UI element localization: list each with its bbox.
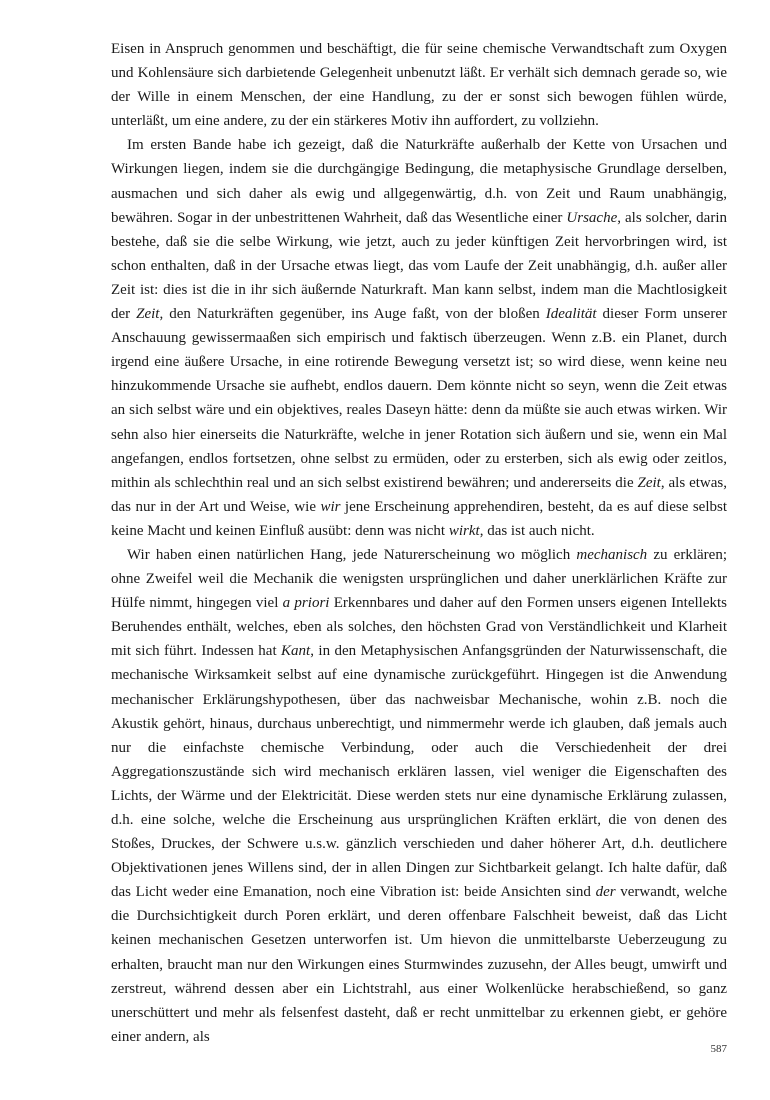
text-run: dieser Form unserer Anschauung gewissermaaßen sich empirisch und faktisch überzeugen. Wenn z.B. ein Planet, durch irgend eine äußere Ursache, in eine rotirende Bewegung versetzt ist; so wird diese, wenn keine neu hinzukommende Ursache sie aufhebt, endlos dauern. Dem könnte nicht so seyn, wenn die Zeit etwas an sich selbst wäre und ein objektives, reales Daseyn hätte: denn da müßte sie auch etwas wirken. Wir sehn also hier einerseits die Naturkräfte, welche in jener Rotation sich äußern und sie, wenn ein Mal angefangen, endlos fortsetzen, ohne selbst zu ermüden, oder zu ersterben, sich als ewig oder zeitlos, mithin als schlechthin real und an sich selbst existirend bewähren; und andererseits die [111,306,727,491]
emphasis-text: wir [320,498,341,515]
page-number: 587 [710,1043,727,1055]
text-run: zu erklären; ohne Zweifel weil die Mechanik die wenigsten ursprünglichen und daher unerklärlichen Kräfte zur Hülfe nimmt, hingegen viel [111,546,727,612]
text-run: , als solcher, darin bestehe, daß sie die selbe Wirkung, wie jetzt, auch zu jeder künftigen Zeit hervorbringen wird, ist schon enthalten, daß in der Ursache etwas liegt, das vom Laufe der Zeit unabhängig, d.h. außer aller Zeit ist: dies ist die in ihr sich äußernde Naturkraft. Man kann selbst, indem man die Machtlosigkeit der [111,209,727,323]
paragraph-1 [111,37,727,133]
text-run: verwandt, welche die Durchsichtigkeit durch Poren erklärt, und deren offenbare Falschheit beweist, daß das Licht keinen mechanischen Gesetzen unterworfen ist. Um hievon die unmittelbarste Ueberzeugung zu erhalten, braucht man nur den Wirkungen eines Sturmwindes zuzusehn, der Alles beugt, umwirft und zerstreut, während dessen aber ein Lichtstrahl, aus einer Wolkenlücke herabschießend, so ganz unerschüttert und mehr als felsenfest dasteht, daß er recht unmittelbar zu erkennen giebt, er gehöre einer andern, als [111,884,727,1045]
emphasis-text: Idealität [545,306,597,323]
emphasis-text: a priori [282,595,330,612]
paragraph-3 [111,543,727,1049]
text-run: Eisen in Anspruch genommen und beschäftigt, die für seine chemische Verwandtschaft zum Oxygen und Kohlensäure sich darbietende Gelegenheit unbenutzt läßt. Er verhält sich demnach gerade so, wie der Wille in einem Menschen, der eine Handlung, zu der er sonst sich bewogen fühlen würde, unterläßt, um eine andere, zu der ein stärkeres Motiv ihn auffordert, zu vollziehn. [111,41,727,130]
emphasis-text: der [595,884,616,901]
emphasis-text: wirkt [448,522,480,539]
text-run: , den Naturkräften gegenüber, ins Auge faßt, von der bloßen [159,306,546,323]
text-run: Im ersten Bande habe ich gezeigt, daß die Naturkräfte außerhalb der Kette von Ursachen und Wirkungen liegen, indem sie die durchgängige Bedingung, die metaphysische Grundlage derselben, ausmachen und sich daher als ewig und allgegenwärtig, d.h. von Zeit und Raum unabhängig, bewähren. Sogar in der unbestrittenen Wahrheit, daß das Wesentliche einer [111,137,727,226]
text-run: , in den Metaphysischen Anfangsgründen der Naturwissenschaft, die mechanische Wirksamkeit selbst auf eine dynamische zurückgeführt. Hingegen ist die Anwendung mechanischer Erklärungshypothesen, über das nachweisbar Mechanische, wohin z.B. noch die Akustik gehört, hinaus, durchaus unberechtigt, und nimmermehr werde ich glauben, daß jemals auch nur die einfachste chemische Verbindung, oder auch die Verschiedenheit der drei Aggregationszustände sich wird mechanisch erklären lassen, viel weniger die Eigenschaften des Lichts, der Wärme und der Elektricität. Diese werden stets nur eine dynamische Erklärung zulassen, d.h. eine solche, welche die Erscheinung aus ursprünglichen Kräften erklärt, die von denen des Stoßes, Druckes, der Schwere u.s.w. gänzlich verschieden und daher höherer Art, d.h. deutlichere Objektivationen jenes Willens sind, der in allen Dingen zur Sichtbarkeit gelangt. Ich halte dafür, daß das Licht weder eine Emanation, noch eine Vibration ist: beide Ansichten sind [111,643,727,901]
text-run: Erkennbares und daher auf den Formen unsers eigenen Intellekts Beruhendes enthält, welches, eben als solches, den höchsten Grad von Verständlichkeit und Klarheit mit sich führt. Indessen hat [111,595,727,660]
text-run: Wir haben einen natürlichen Hang, jede Naturerscheinung wo möglich [127,546,577,563]
emphasis-text: Zeit [637,474,661,491]
page-body [111,37,727,1049]
emphasis-text: mechanisch [576,546,648,563]
paragraph-2 [111,133,727,543]
emphasis-text: Kant [281,643,311,660]
emphasis-text: Ursache [566,209,618,226]
text-run: jene Erscheinung apprehendiren, besteht, da es auf diese selbst keine Macht und keinen Einfluß ausübt: denn was nicht [111,498,727,539]
text-run: , das ist auch nicht. [479,522,595,539]
emphasis-text: Zeit [136,306,160,323]
text-run: , als etwas, das nur in der Art und Weise, wie [111,474,727,515]
